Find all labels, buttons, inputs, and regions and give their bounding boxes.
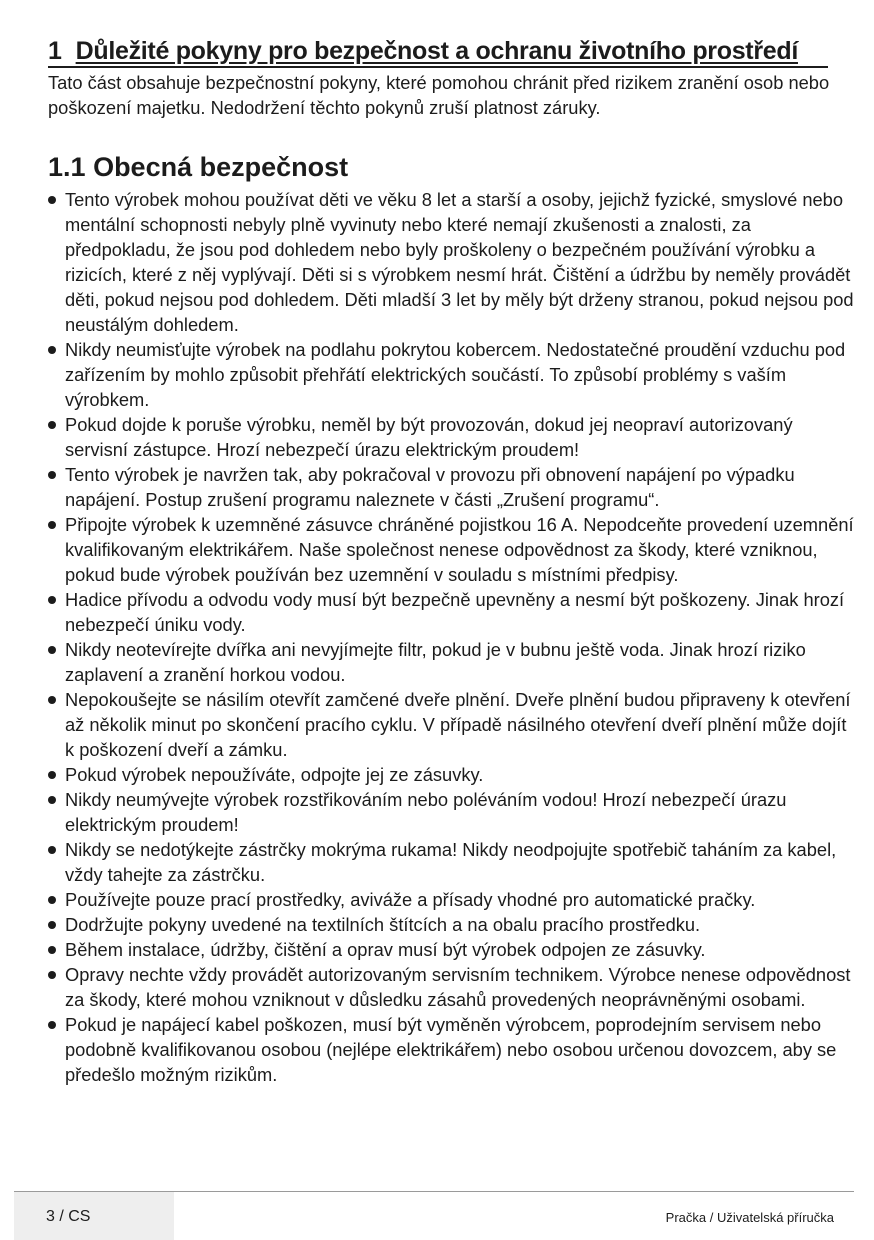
list-item: Používejte pouze prací prostředky, aviváže a přísady vhodné pro automatické pračky. bbox=[48, 887, 858, 912]
section-number: 1 bbox=[48, 37, 62, 65]
bullet-icon bbox=[48, 421, 56, 429]
bullet-icon bbox=[48, 196, 56, 204]
page-number: 3 / CS bbox=[46, 1208, 91, 1225]
bullet-icon bbox=[48, 696, 56, 704]
safety-list bbox=[48, 187, 858, 1087]
bullet-icon bbox=[48, 771, 56, 779]
list-item: Tento výrobek je navržen tak, aby pokračoval v provozu při obnovení napájení po výpadku napájení. Postup zrušení programu naleznete v části „Zrušení programu“. bbox=[48, 462, 858, 512]
footer-page-tab bbox=[14, 1192, 174, 1240]
bullet-icon bbox=[48, 896, 56, 904]
bullet-icon bbox=[48, 796, 56, 804]
document-title: Pračka / Uživatelská příručka bbox=[665, 1210, 834, 1225]
bullet-icon bbox=[48, 921, 56, 929]
list-item: Nepokoušejte se násilím otevřít zamčené dveře plnění. Dveře plnění budou připraveny k otevření až několik minut po skončení pracího cyklu. V případě násilného otevření dveří plnění může dojít k poškození dveří a zámku. bbox=[48, 687, 858, 762]
bullet-icon bbox=[48, 521, 56, 529]
section-heading bbox=[48, 36, 828, 68]
list-item: Nikdy neotevírejte dvířka ani nevyjímejte filtr, pokud je v bubnu ještě voda. Jinak hrozí riziko zaplavení a zranění horkou vodou. bbox=[48, 637, 858, 687]
intro-paragraph: Tato část obsahuje bezpečnostní pokyny, které pomohou chránit před rizikem zranění osob nebo poškození majetku. Nedodržení těchto pokynů zruší platnost záruky. bbox=[48, 72, 830, 118]
bullet-icon bbox=[48, 846, 56, 854]
list-item: Připojte výrobek k uzemněné zásuvce chráněné pojistkou 16 A. Nepodceňte provedení uzemnění kvalifikovaným elektrikářem. Naše společnost nenese odpovědnost za škody, které vzniknou, pokud bude výrobek používán bez uzemnění v souladu s místními předpisy. bbox=[48, 512, 858, 587]
subsection-heading bbox=[48, 150, 348, 184]
bullet-icon bbox=[48, 946, 56, 954]
bullet-icon bbox=[48, 646, 56, 654]
list-item: Pokud je napájecí kabel poškozen, musí být vyměněn výrobcem, poprodejním servisem nebo podobně kvalifikovanou osobou (nejlépe elektrikářem) nebo osobou určenou dovozcem, aby se předešlo možným rizikům. bbox=[48, 1012, 858, 1087]
bullet-icon bbox=[48, 471, 56, 479]
list-item: Tento výrobek mohou používat děti ve věku 8 let a starší a osoby, jejichž fyzické, smyslové nebo mentální schopnosti nebyly plně vyvinuty nebo které nemají zkušenosti a znalosti, za předpokladu, že jsou pod dohledem nebo byly proškoleny o bezpečném používání výrobku a rizicích, které z něj vyplývají. Děti si s výrobkem nesmí hrát. Čištění a údržbu by neměly provádět děti, pokud nejsou pod dohledem. Děti mladší 3 let by měly být drženy stranou, pokud nejsou pod neustálým dohledem. bbox=[48, 187, 858, 337]
list-item: Nikdy neumisťujte výrobek na podlahu pokrytou kobercem. Nedostatečné proudění vzduchu pod zařízením by mohlo způsobit přehřátí elektrických součástí. To způsobí problémy s vaším výrobkem. bbox=[48, 337, 858, 412]
list-item: Dodržujte pokyny uvedené na textilních štítcích a na obalu pracího prostředku. bbox=[48, 912, 858, 937]
bullet-icon bbox=[48, 971, 56, 979]
bullet-icon bbox=[48, 596, 56, 604]
section-title: Důležité pokyny pro bezpečnost a ochranu životního prostředí bbox=[75, 37, 798, 65]
subsection-title: Obecná bezpečnost bbox=[93, 152, 349, 182]
list-item: Pokud dojde k poruše výrobku, neměl by být provozován, dokud jej neopraví autorizovaný servisní zástupce. Hrozí nebezpečí úrazu elektrickým proudem! bbox=[48, 412, 858, 462]
list-item: Během instalace, údržby, čištění a oprav musí být výrobek odpojen ze zásuvky. bbox=[48, 937, 858, 962]
subsection-number: 1.1 bbox=[48, 152, 86, 182]
bullet-icon bbox=[48, 1021, 56, 1029]
list-item: Hadice přívodu a odvodu vody musí být bezpečně upevněny a nesmí být poškozeny. Jinak hrozí nebezpečí úniku vody. bbox=[48, 587, 858, 637]
list-item: Opravy nechte vždy provádět autorizovaným servisním technikem. Výrobce nenese odpovědnost za škody, které mohou vzniknout v důsledku zásahů provedených neoprávněnými osobami. bbox=[48, 962, 858, 1012]
list-item: Nikdy se nedotýkejte zástrčky mokrýma rukama! Nikdy neodpojujte spotřebič taháním za kabel, vždy tahejte za zástrčku. bbox=[48, 837, 858, 887]
bullet-icon bbox=[48, 346, 56, 354]
list-item: Pokud výrobek nepoužíváte, odpojte jej ze zásuvky. bbox=[48, 762, 858, 787]
list-item: Nikdy neumývejte výrobek rozstřikováním nebo poléváním vodou! Hrozí nebezpečí úrazu elektrickým proudem! bbox=[48, 787, 858, 837]
